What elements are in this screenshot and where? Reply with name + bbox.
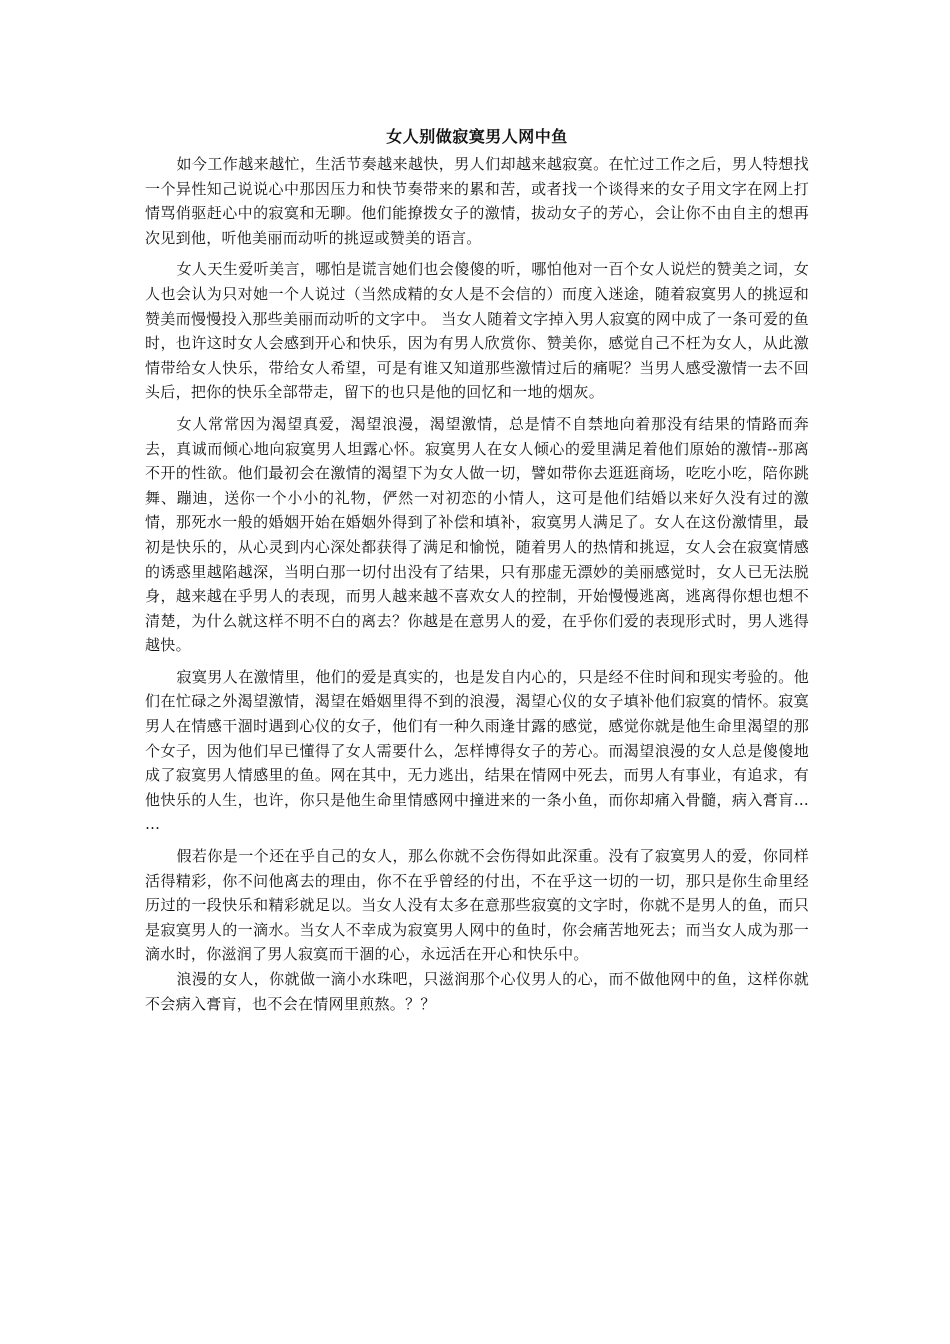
paragraph-6: 浪漫的女人，你就做一滴小水珠吧，只滋润那个心仪男人的心，而不做他网中的鱼，这样你就不会病入膏肓，也不会在情网里煎熬。？？ xyxy=(145,970,809,1013)
paragraph-3: 女人常常因为渴望真爱，渴望浪漫，渴望激情，总是情不自禁地向着那没有结果的情路而奔去，真诚而倾心地向寂寞男人坦露心怀。寂寞男人在女人倾心的爱里满足着他们原始的激情--那离不开的性欲。他们最初会在激情的渴望下为女人做一切，譬如带你去逛逛商场，吃吃小吃，陪你跳舞、蹦迪，送你一个小小的礼物，俨然一对初恋的小情人，这可是他们结婚以来好久没有过的激情，那死水一般的婚姻开始在婚姻外得到了补偿和填补，寂寞男人满足了。女人在这份激情里，最初是快乐的，从心灵到内心深处都获得了满足和愉悦，随着男人的热情和挑逗，女人会在寂寞情感的诱惑里越陷越深，当明白那一切付出没有了结果，只有那虚无漂妙的美丽感觉时，女人已无法脱身，越来越在乎男人的表现，而男人越来越不喜欢女人的控制，开始慢慢逃离，逃离得你想也想不清楚，为什么就这样不明不白的离去？你越是在意男人的爱，在乎你们爱的表现形式时，男人逃得越快。 xyxy=(145,414,809,655)
document-title: 女人别做寂寞男人网中鱼 xyxy=(386,127,568,146)
document-page xyxy=(145,124,809,1016)
paragraph-4: 寂寞男人在激情里，他们的爱是真实的，也是发自内心的，只是经不住时间和现实考验的。他们在忙碌之外渴望激情，渴望在婚姻里得不到的浪漫，渴望心仪的女子填补他们寂寞的情怀。寂寞男人在情感干涸时遇到心仪的女子，他们有一种久雨逢甘露的感觉，感觉你就是他生命里渴望的那个女子，因为他们早已懂得了女人需要什么，怎样博得女子的芳心。而渴望浪漫的女人总是傻傻地成了寂寞男人情感里的鱼。网在其中，无力逃出，结果在情网中死去，而男人有事业，有追求，有他快乐的人生，也许，你只是他生命里情感网中撞进来的一条小鱼，而你却痛入骨髓，病入膏肓… … xyxy=(145,667,809,834)
paragraph-1: 如今工作越来越忙，生活节奏越来越快，男人们却越来越寂寞。在忙过工作之后，男人特想找一个异性知己说说心中那因压力和快节奏带来的累和苦，或者找一个谈得来的女子用文字在网上打情骂俏驱赶心中的寂寞和无聊。他们能撩拨女子的激情，拔动女子的芳心，会让你不由自主的想再次见到他，听他美丽而动听的挑逗或赞美的语言。 xyxy=(145,155,809,247)
paragraph-2: 女人天生爱听美言，哪怕是谎言她们也会傻傻的听，哪怕他对一百个女人说烂的赞美之词，女人也会认为只对她一个人说过（当然成精的女人是不会信的）而度入迷途，随着寂寞男人的挑逗和赞美而慢慢投入那些美丽而动听的文字中。 当女人随着文字掉入男人寂寞的网中成了一条可爱的鱼时，也许这时女人会感到开心和快乐，因为有男人欣赏你、赞美你，感觉自己不枉为女人，从此激情带给女人快乐，带给女人希望，可是有谁又知道那些激情过后的痛呢？当男人感受激情一去不回头后，把你的快乐全部带走，留下的也只是他的回忆和一地的烟灰。 xyxy=(145,260,809,402)
paragraph-5: 假若你是一个还在乎自己的女人，那么你就不会伤得如此深重。没有了寂寞男人的爱，你同样活得精彩，你不问他离去的理由，你不在乎曾经的付出，不在乎这一切的一切，那只是你生命里经历过的一段快乐和精彩就足以。当女人没有太多在意那些寂寞的文字时，你就不是男人的鱼，而只是寂寞男人的一滴水。当女人不幸成为寂寞男人网中的鱼时，你会痛苦地死去；而当女人成为那一滴水时，你滋润了男人寂寞而干涸的心，永远活在开心和快乐中。 xyxy=(145,847,809,964)
